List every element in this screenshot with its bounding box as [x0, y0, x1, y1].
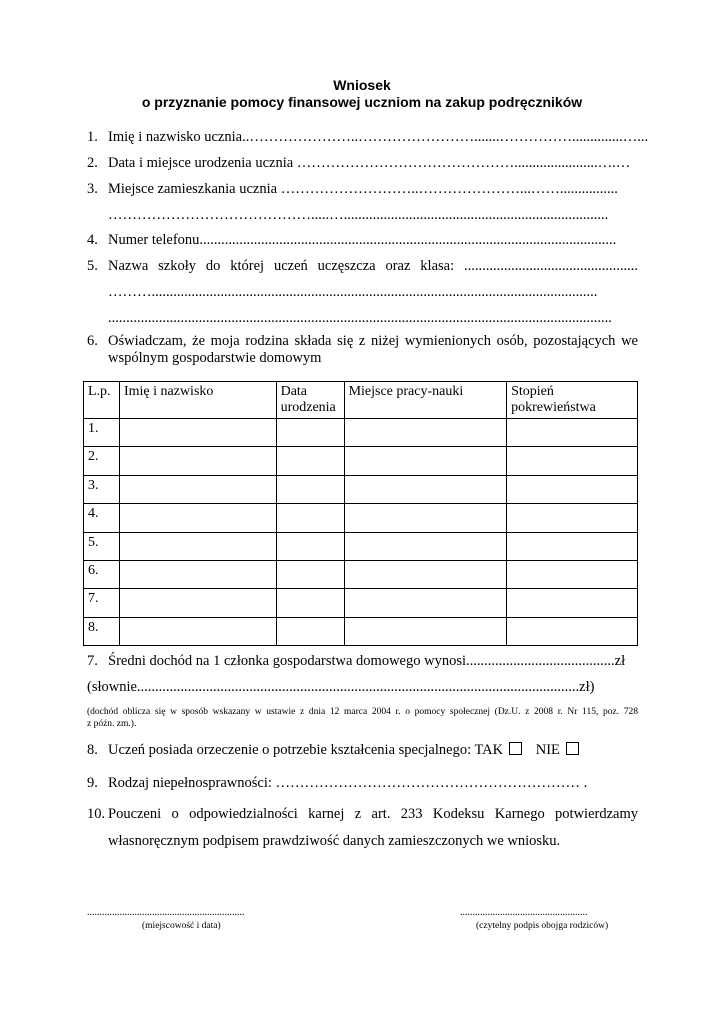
item-3-number: 3. — [87, 181, 98, 197]
item-6-number: 6. — [87, 333, 98, 349]
item-2-number: 2. — [87, 155, 98, 171]
birth-cell[interactable] — [276, 475, 344, 503]
special-education-question — [108, 742, 579, 759]
phone-field[interactable]: Numer telefonu................................................................................................................... — [108, 232, 617, 248]
name-cell[interactable] — [119, 504, 276, 532]
household-statement-line2: wspólnym gospodarstwie domowym — [108, 350, 322, 366]
no-checkbox[interactable] — [566, 742, 579, 755]
work-cell[interactable] — [344, 419, 507, 447]
item-8-number: 8. — [87, 742, 98, 758]
table-row — [84, 475, 638, 503]
table-row — [84, 532, 638, 560]
item-9-number: 9. — [87, 775, 98, 791]
relation-cell[interactable] — [507, 532, 638, 560]
name-cell[interactable] — [119, 532, 276, 560]
row-number: 7. — [84, 589, 120, 617]
table-header-row — [84, 382, 638, 419]
signature-label: (czytelny podpis obojga rodziców) — [476, 921, 609, 931]
name-cell[interactable] — [119, 475, 276, 503]
row-number: 8. — [84, 617, 120, 645]
row-number: 2. — [84, 447, 120, 475]
signature-line[interactable]: ................................................... — [460, 907, 588, 918]
table-row — [84, 419, 638, 447]
income-note: (dochód oblicza się w sposób wskazany w ustawie z dnia 12 marca 2004 r. o pomocy społecznej (Dz.U. z 2008 r. Nr 115, poz. 728 — [87, 707, 638, 717]
birth-cell[interactable] — [276, 560, 344, 588]
school-class-field-line3[interactable]: ........................................................................................................................................... — [108, 310, 612, 326]
relation-cell[interactable] — [507, 560, 638, 588]
income-words-field[interactable]: (słownie..........................................................................................................................zł) — [87, 679, 595, 695]
relation-cell[interactable] — [507, 504, 638, 532]
row-number: 5. — [84, 532, 120, 560]
school-class-field[interactable]: Nazwa szkoły do której uczeń uczęszcza oraz klasa: ................................................ — [108, 258, 638, 274]
col-birth-date: Data urodzenia — [276, 382, 344, 419]
table-row — [84, 617, 638, 645]
liability-statement-line2: własnoręcznym podpisem prawdziwość danych zamieszczonych we wniosku. — [108, 833, 561, 849]
row-number: 6. — [84, 560, 120, 588]
work-cell[interactable] — [344, 589, 507, 617]
disability-type-field[interactable]: Rodzaj niepełnosprawności: ……………………………………………………… . — [108, 775, 588, 791]
place-date-line[interactable]: ............................................................... — [87, 907, 245, 918]
item-7-number: 7. — [87, 653, 98, 669]
work-cell[interactable] — [344, 475, 507, 503]
place-date-label: (miejscowość i data) — [142, 921, 221, 931]
relation-cell[interactable] — [507, 617, 638, 645]
income-note-line2: z późn. zm.). — [87, 719, 137, 729]
special-education-label: Uczeń posiada orzeczenie o potrzebie kształcenia specjalnego: TAK — [108, 742, 504, 758]
residence-field-continued[interactable]: …………………………………….....…......................................................................... — [108, 207, 609, 223]
student-name-field[interactable]: Imię i nazwisko ucznia..…………………..…………………….......……………..............…... — [108, 129, 649, 145]
form-subtitle: o przyznanie pomocy finansowej uczniom na zakup podręczników — [141, 94, 583, 110]
yes-checkbox[interactable] — [509, 742, 522, 755]
work-cell[interactable] — [344, 504, 507, 532]
birth-cell[interactable] — [276, 504, 344, 532]
col-work-place: Miejsce pracy-nauki — [344, 382, 507, 419]
form-title: Wniosek — [333, 77, 391, 93]
liability-statement: Pouczeni o odpowiedzialności karnej z art. 233 Kodeksu Karnego potwierdzamy — [108, 806, 638, 822]
name-cell[interactable] — [119, 447, 276, 475]
name-cell[interactable] — [119, 589, 276, 617]
item-5-number: 5. — [87, 258, 98, 274]
name-cell[interactable] — [119, 617, 276, 645]
school-class-field-line2[interactable]: ………........................................................................................................................... — [108, 284, 598, 300]
col-relationship: Stopień pokrewieństwa — [507, 382, 638, 419]
relation-cell[interactable] — [507, 475, 638, 503]
item-4-number: 4. — [87, 232, 98, 248]
name-cell[interactable] — [119, 560, 276, 588]
table-row — [84, 589, 638, 617]
residence-field[interactable]: Miejsce zamieszkania ucznia ………………………..…………………...……................ — [108, 181, 618, 197]
household-table — [83, 381, 638, 646]
birth-cell[interactable] — [276, 617, 344, 645]
birth-cell[interactable] — [276, 419, 344, 447]
col-lp: L.p. — [84, 382, 120, 419]
row-number: 4. — [84, 504, 120, 532]
household-statement: Oświadczam, że moja rodzina składa się z niżej wymienionych osób, pozostających we — [108, 333, 638, 349]
relation-cell[interactable] — [507, 419, 638, 447]
work-cell[interactable] — [344, 617, 507, 645]
work-cell[interactable] — [344, 532, 507, 560]
table-row — [84, 504, 638, 532]
birth-date-place-field[interactable]: Data i miejsce urodzenia ucznia ……………………………………….......................….… — [108, 155, 631, 171]
row-number: 3. — [84, 475, 120, 503]
col-name: Imię i nazwisko — [119, 382, 276, 419]
row-number: 1. — [84, 419, 120, 447]
birth-cell[interactable] — [276, 532, 344, 560]
relation-cell[interactable] — [507, 589, 638, 617]
no-label: NIE — [535, 742, 560, 758]
table-row — [84, 447, 638, 475]
item-10-number: 10. — [87, 806, 106, 822]
work-cell[interactable] — [344, 560, 507, 588]
item-1-number: 1. — [87, 129, 98, 145]
name-cell[interactable] — [119, 419, 276, 447]
income-field[interactable]: Średni dochód na 1 członka gospodarstwa domowego wynosi.........................................zł — [108, 653, 626, 669]
birth-cell[interactable] — [276, 447, 344, 475]
work-cell[interactable] — [344, 447, 507, 475]
table-row — [84, 560, 638, 588]
birth-cell[interactable] — [276, 589, 344, 617]
relation-cell[interactable] — [507, 447, 638, 475]
